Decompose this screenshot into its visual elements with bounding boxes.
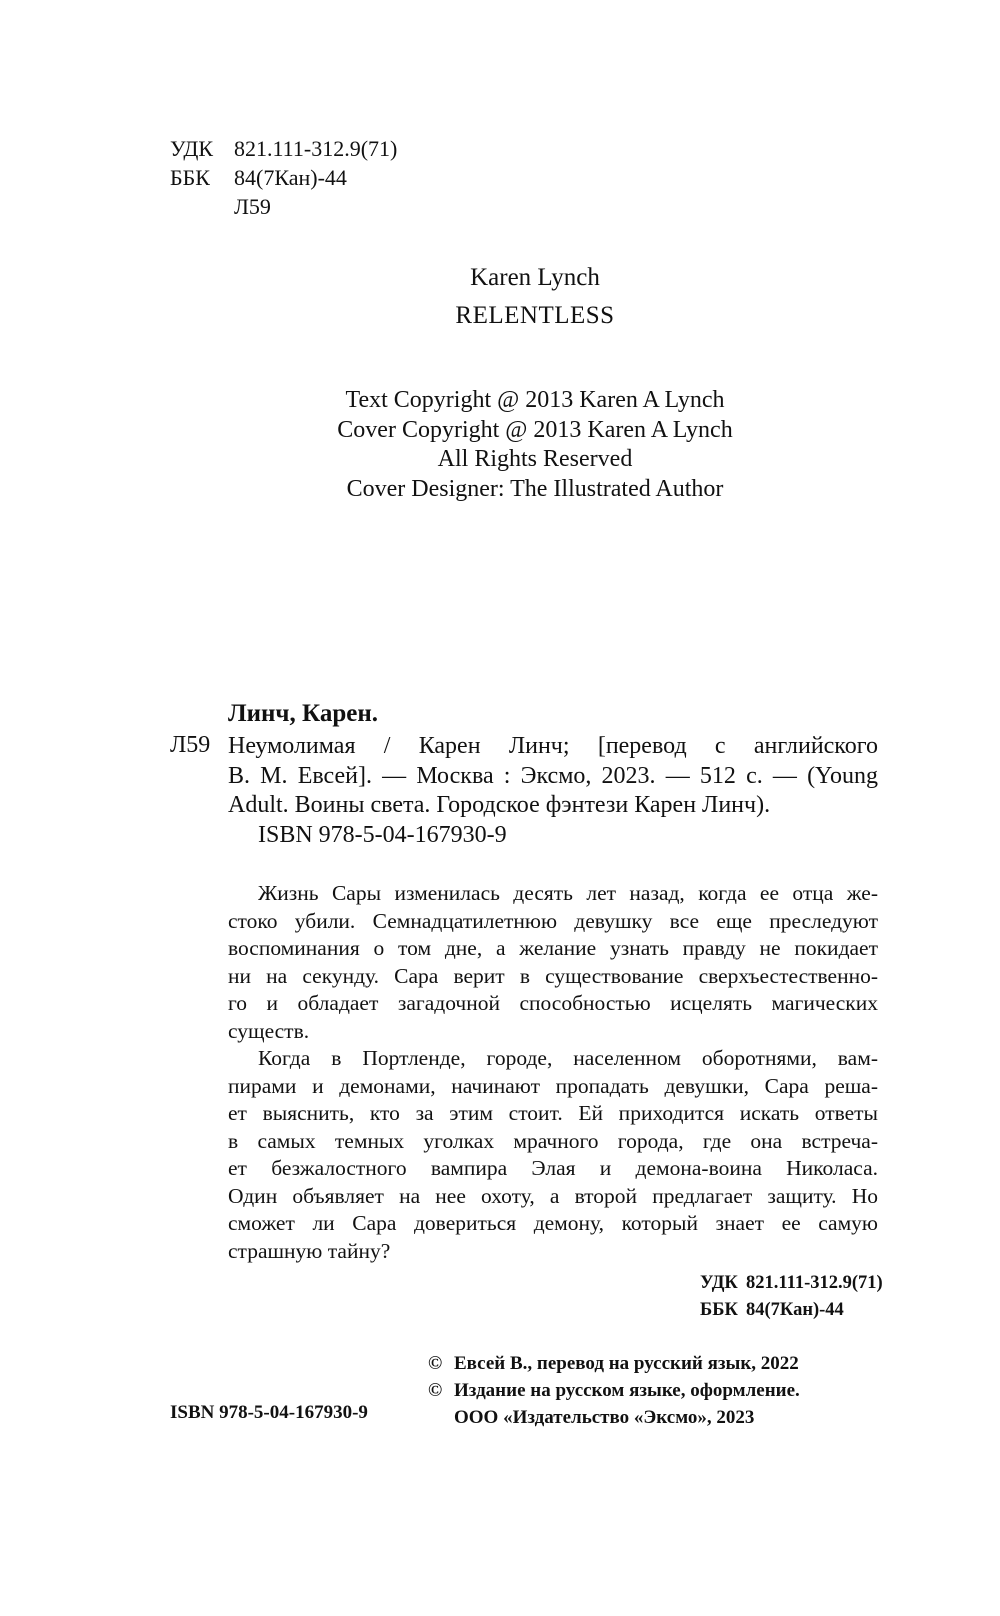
abstract <box>228 880 878 1265</box>
author-mark-row <box>170 192 397 221</box>
abstract-line: Один объявляет на нее охоту, а второй предлагает защиту. Но <box>228 1183 878 1208</box>
classification-bottom <box>700 1270 883 1324</box>
description-line: В. М. Евсей]. — Москва : Эксмо, 2023. — 512 с. — (Young <box>228 762 878 789</box>
catalog-isbn: ISBN 978-5-04-167930-9 <box>258 821 507 848</box>
copyright-line: Cover Copyright @ 2013 Karen A Lynch <box>337 416 733 443</box>
copyright-line: Text Copyright @ 2013 Karen A Lynch <box>345 387 725 413</box>
abstract-line: Жизнь Сары изменилась десять лет назад, когда ее отца же- <box>258 881 878 905</box>
abstract-line: Когда в Портленде, городе, населенном оборотнями, вам- <box>258 1046 878 1070</box>
copyright-row <box>428 1377 800 1404</box>
catalog-author-heading: Линч, Карен. <box>228 700 378 727</box>
bbk-label: ББК <box>170 165 210 190</box>
description-line: Неумолимая / Карен Линч; [перевод с английского <box>228 733 878 759</box>
author-mark: Л59 <box>234 194 271 219</box>
abstract-line: ни на секунду. Сара верит в существование сверхъестественно- <box>228 963 878 988</box>
abstract-line: пирами и демонами, начинают пропадать девушки, Сара реша- <box>228 1073 878 1098</box>
abstract-line: существ. <box>228 1018 310 1043</box>
bottom-copyrights <box>428 1350 800 1431</box>
abstract-line: в самых темных уголках мрачного города, где она встреча- <box>228 1128 878 1153</box>
abstract-line: ет безжалостного вампира Элая и демона-воина Николаса. <box>228 1156 878 1180</box>
copyright-symbol: © <box>428 1380 443 1401</box>
udk-value: 821.111-312.9(71) <box>234 136 398 161</box>
abstract-line: ет выяснить, кто за этим стоит. Ей приходится искать ответы <box>228 1101 878 1125</box>
bbk-value: 84(7Кан)-44 <box>234 165 347 190</box>
copyright-row <box>428 1404 800 1431</box>
abstract-line: страшную тайну? <box>228 1238 391 1263</box>
bbk-label: ББК <box>700 1300 738 1320</box>
copyright-symbol: © <box>428 1353 443 1374</box>
copyright-text: Евсей В., перевод на русский язык, 2022 <box>454 1353 799 1374</box>
description-line: Adult. Воины света. Городское фэнтези Карен Линч). <box>228 792 771 818</box>
copyright-row <box>428 1350 800 1377</box>
udk-value: 821.111-312.9(71) <box>746 1273 883 1293</box>
abstract-line: воспоминания о том дне, а желание узнать правду не покидает <box>228 936 878 960</box>
bbk-row <box>700 1297 883 1324</box>
abstract-line: го и обладает загадочной способностью исцелять магических <box>228 991 878 1015</box>
classification-top <box>170 134 397 221</box>
original-author: Karen Lynch <box>470 264 600 291</box>
udk-row <box>700 1270 883 1297</box>
original-title: RELENTLESS <box>455 302 615 329</box>
catalog-author-mark: Л59 <box>170 732 211 758</box>
copyright-text: ООО «Издательство «Эксмо», 2023 <box>454 1407 755 1428</box>
abstract-line: стоко убили. Семнадцатилетнюю девушку все еще преследуют <box>228 908 878 933</box>
copyright-line: All Rights Reserved <box>437 446 633 472</box>
udk-label: УДК <box>700 1273 738 1293</box>
catalog-description <box>228 732 878 850</box>
udk-row <box>170 134 397 163</box>
copyright-block <box>0 386 1000 504</box>
bbk-row <box>170 163 397 192</box>
copyright-line: Cover Designer: The Illustrated Author <box>346 475 724 502</box>
bbk-value: 84(7Кан)-44 <box>746 1300 844 1320</box>
bottom-isbn: ISBN 978-5-04-167930-9 <box>170 1402 368 1423</box>
udk-label: УДК <box>170 136 214 161</box>
copyright-text: Издание на русском языке, оформление. <box>454 1380 800 1401</box>
abstract-line: сможет ли Сара довериться демону, который знает ее самую <box>228 1211 878 1235</box>
